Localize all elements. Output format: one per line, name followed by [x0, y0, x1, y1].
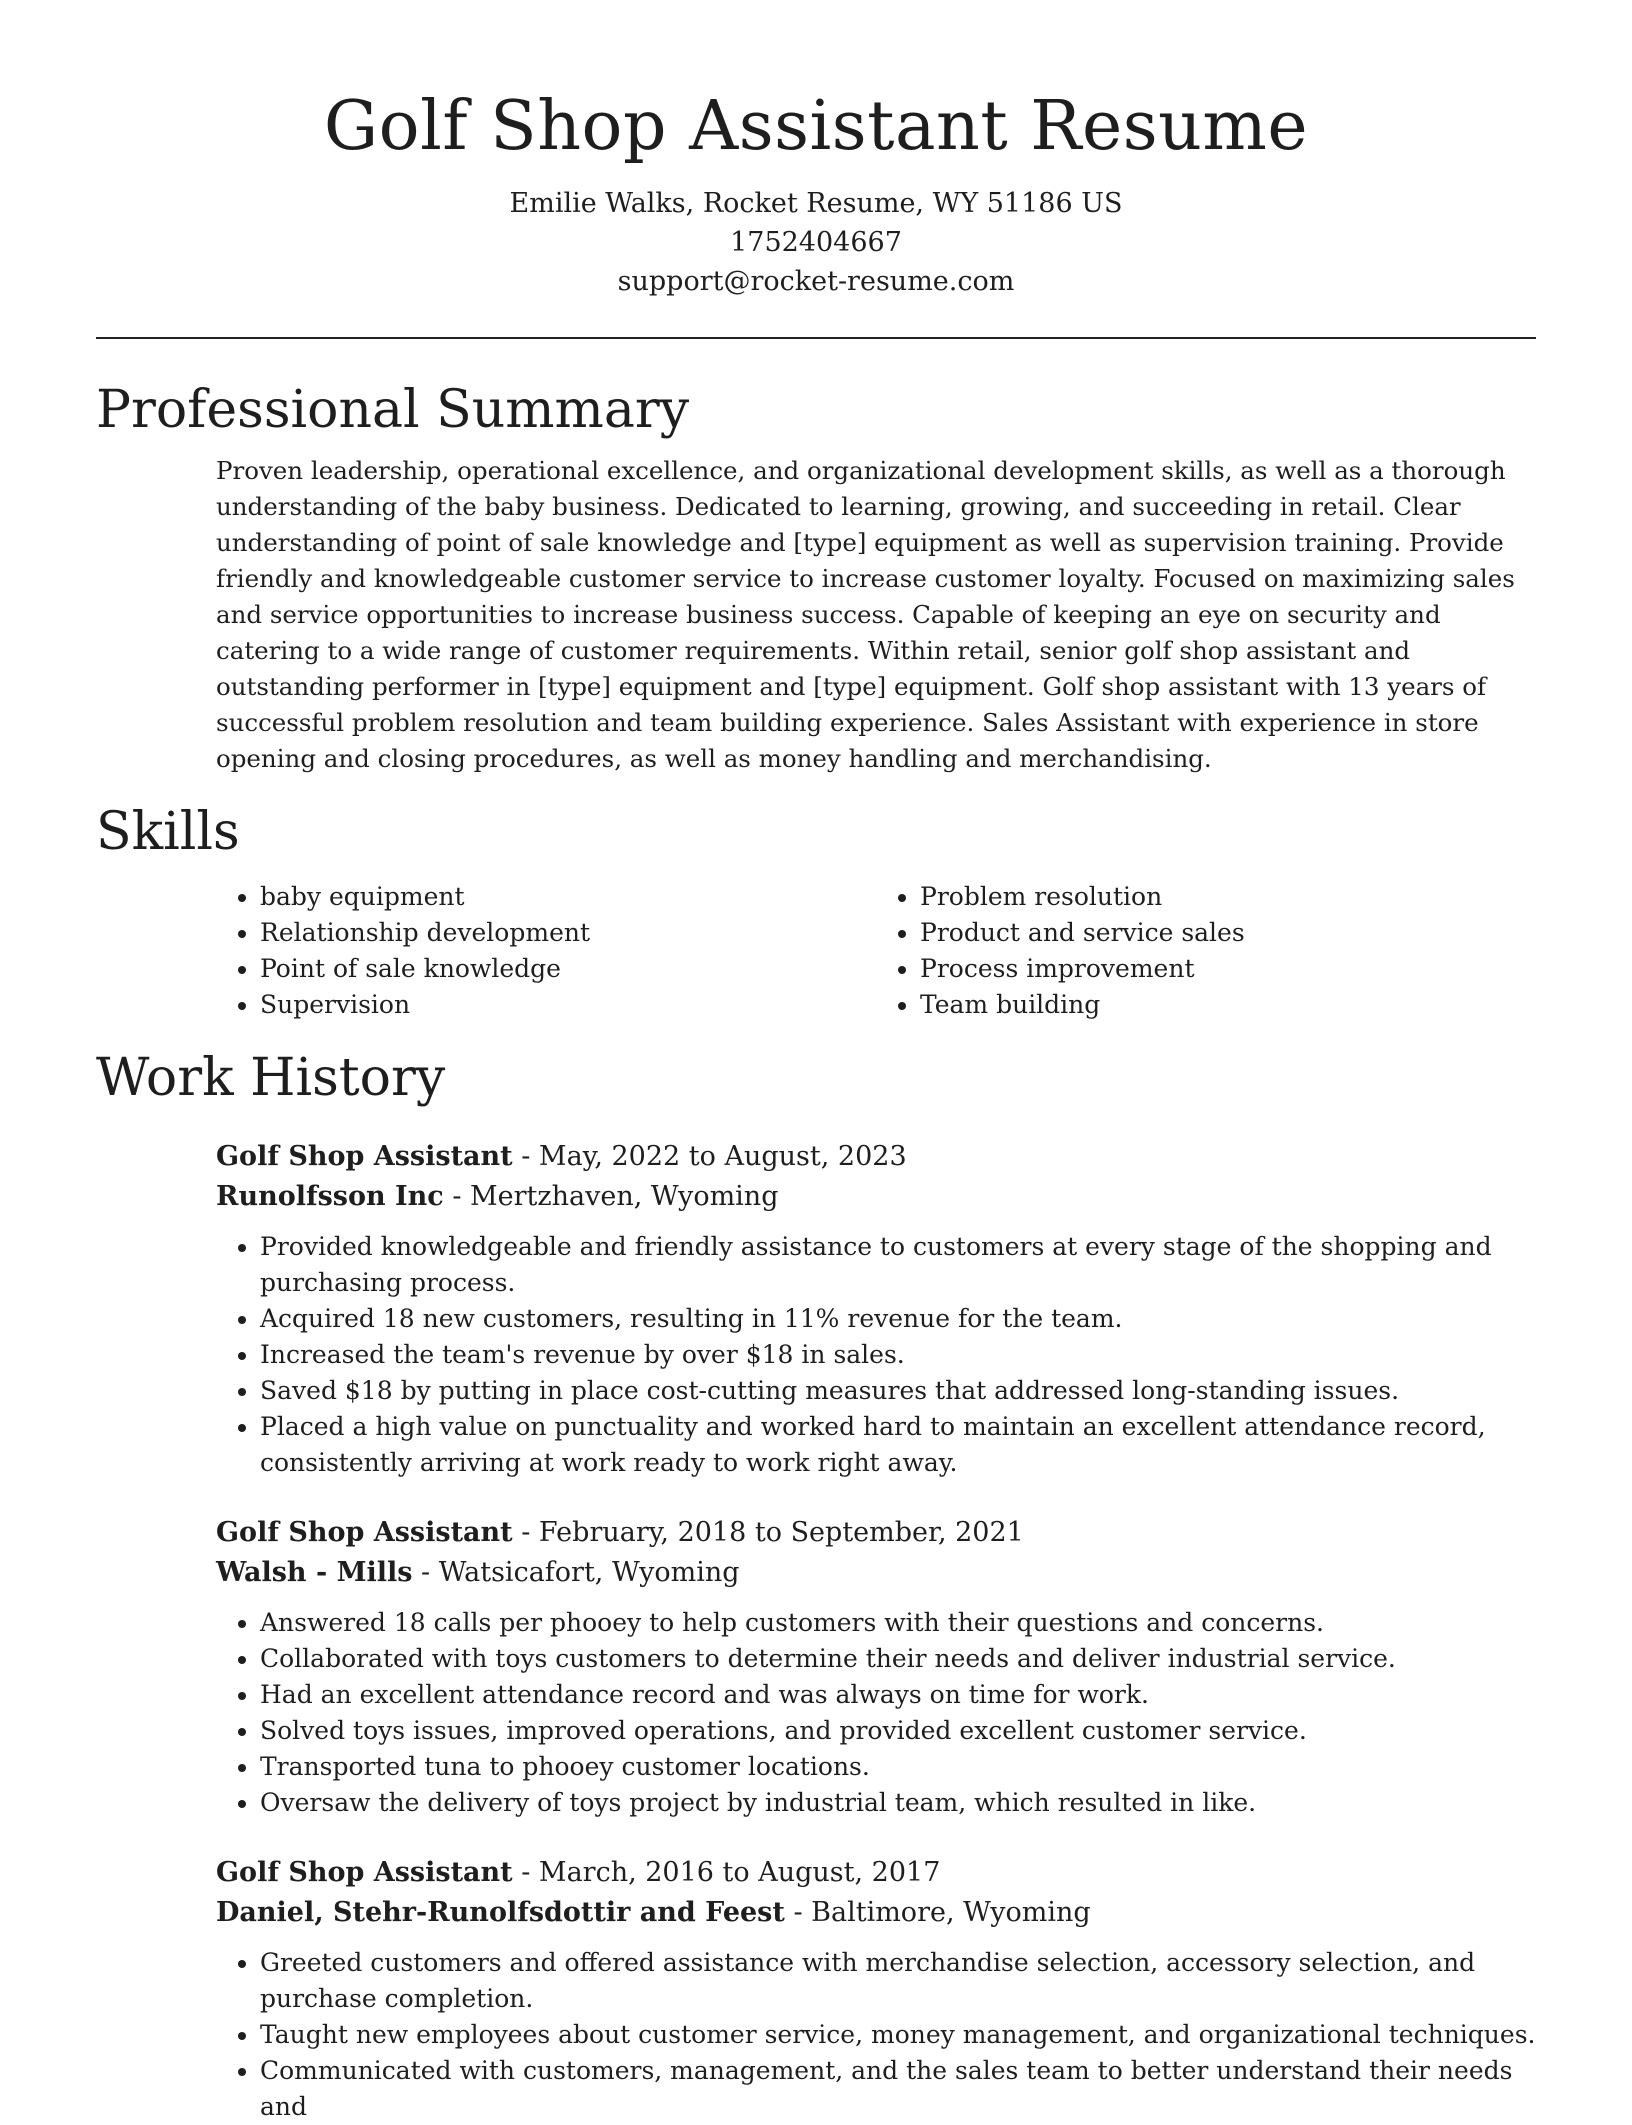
job-title: Golf Shop Assistant: [216, 1517, 513, 1548]
skills-heading: Skills: [96, 802, 240, 862]
job-company-line: [216, 1893, 1536, 1933]
skill-item: • Team building: [920, 987, 1536, 1023]
job-company: Walsh - Mills: [216, 1557, 413, 1588]
duty-item: • Saved $18 by putting in place cost-cutting measures that addressed long-standing issues.: [260, 1373, 1536, 1409]
duty-item: • Acquired 18 new customers, resulting in 11% revenue for the team.: [260, 1301, 1536, 1337]
job-company: Daniel, Stehr-Runolfsdottir and Feest: [216, 1897, 785, 1928]
job-company-line: [216, 1177, 1536, 1217]
skills-column-left: [216, 879, 876, 1023]
contact-email: support@rocket-resume.com: [617, 266, 1015, 297]
summary-text: Proven leadership, operational excellence, and organizational development skills, as well as a thorough understanding of the baby business. Dedicated to learning, growing, and succeeding in retail. Clear understanding of point of sale knowledge and [type] equipment as well as supervision training. Provide friendly and knowledgeable customer service to increase customer loyalty. Focused on maximizing sales and service opportunities to increase business success. Capable of keeping an eye on security and catering to a wide range of customer requirements. Within retail, senior golf shop assistant and outstanding performer in [type] equipment and [type] equipment. Golf shop assistant with 13 years of successful problem resolution and team building experience. Sales Assistant with experience in store opening and closing procedures, as well as money handling and merchandising.: [216, 456, 1515, 773]
duty-item: • Greeted customers and offered assistance with merchandise selection, accessory selection, and purchase completion.: [260, 1945, 1536, 2017]
contact-block: [96, 184, 1536, 301]
job-entry: [216, 1853, 1536, 2125]
duty-item: • Collaborated with toys customers to determine their needs and deliver industrial service.: [260, 1641, 1536, 1677]
duty-item: • Communicated with customers, management, and the sales team to better understand their needs and: [260, 2053, 1536, 2125]
job-title-line: [216, 1137, 1536, 1177]
job-company: Runolfsson Inc: [216, 1181, 444, 1212]
contact-phone: 1752404667: [730, 227, 902, 258]
job-entry: [216, 1513, 1536, 1821]
page-title: Golf Shop Assistant Resume: [323, 87, 1309, 166]
skill-item: • Point of sale knowledge: [260, 951, 876, 987]
job-entry: [216, 1137, 1536, 1481]
summary-heading: Professional Summary: [96, 380, 690, 440]
duty-item: • Placed a high value on punctuality and worked hard to maintain an excellent attendance record, consistently arriving at work ready to work right away.: [260, 1409, 1536, 1481]
duty-item: • Had an excellent attendance record and was always on time for work.: [260, 1677, 1536, 1713]
job-title-line: [216, 1513, 1536, 1553]
skill-item: • Supervision: [260, 987, 876, 1023]
skill-item: • baby equipment: [260, 879, 876, 915]
contact-address: Emilie Walks, Rocket Resume, WY 51186 US: [509, 188, 1123, 219]
job-location: - Watsicafort, Wyoming: [412, 1557, 740, 1588]
job-title-line: [216, 1853, 1536, 1893]
job-location: - Baltimore, Wyoming: [784, 1897, 1091, 1928]
job-dates: - May, 2022 to August, 2023: [512, 1141, 907, 1172]
job-duties: [216, 1945, 1536, 2125]
skill-item: • Product and service sales: [920, 915, 1536, 951]
job-duties: [216, 1605, 1536, 1821]
duty-item: • Answered 18 calls per phooey to help customers with their questions and concerns.: [260, 1605, 1536, 1641]
duty-item: • Provided knowledgeable and friendly assistance to customers at every stage of the shopping and purchasing process.: [260, 1229, 1536, 1301]
duty-item: • Taught new employees about customer service, money management, and organizational techniques.: [260, 2017, 1536, 2053]
job-title: Golf Shop Assistant: [216, 1857, 513, 1888]
skill-item: • Problem resolution: [920, 879, 1536, 915]
job-location: - Mertzhaven, Wyoming: [443, 1181, 779, 1212]
resume-page: [96, 0, 1536, 2125]
duty-item: • Transported tuna to phooey customer locations.: [260, 1749, 1536, 1785]
work-history-heading: Work History: [96, 1048, 446, 1108]
duty-item: • Oversaw the delivery of toys project by industrial team, which resulted in like.: [260, 1785, 1536, 1821]
header-divider: [96, 337, 1536, 339]
job-title: Golf Shop Assistant: [216, 1141, 513, 1172]
duty-item: • Solved toys issues, improved operations, and provided excellent customer service.: [260, 1713, 1536, 1749]
job-dates: - March, 2016 to August, 2017: [512, 1857, 941, 1888]
job-company-line: [216, 1553, 1536, 1593]
skill-item: • Process improvement: [920, 951, 1536, 987]
skills-grid: [216, 879, 1536, 1023]
job-duties: [216, 1229, 1536, 1481]
duty-item: • Increased the team's revenue by over $18 in sales.: [260, 1337, 1536, 1373]
skill-item: • Relationship development: [260, 915, 876, 951]
skills-column-right: [876, 879, 1536, 1023]
job-dates: - February, 2018 to September, 2021: [512, 1517, 1024, 1548]
